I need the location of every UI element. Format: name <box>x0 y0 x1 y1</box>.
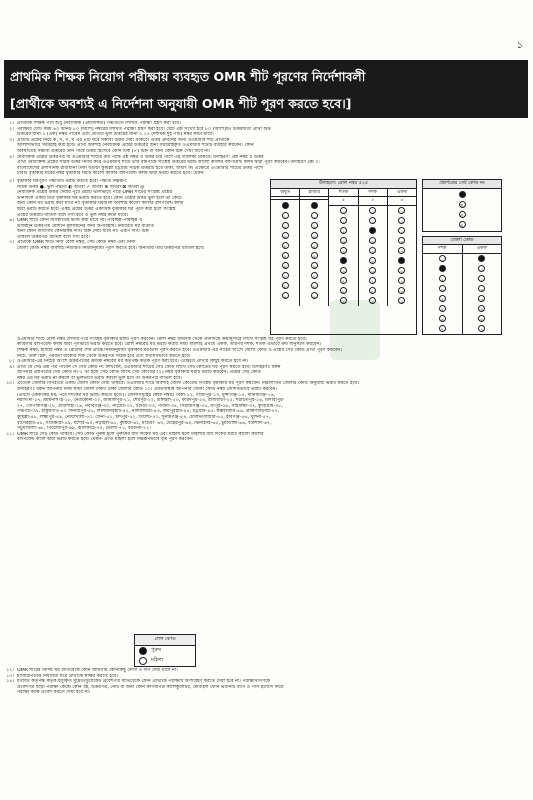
district-code-box <box>422 236 502 335</box>
item-number: ৯। <box>9 364 14 370</box>
roll-bubble[interactable]: ৪ <box>340 247 347 254</box>
roll-bubble[interactable]: ৯ <box>398 297 405 304</box>
district-bubble[interactable]: ৫ <box>478 305 485 312</box>
roll-bubble[interactable]: ৯ <box>311 292 318 299</box>
district-bubble[interactable]: ৬ <box>439 315 446 322</box>
district-bubble[interactable]: ৪ <box>439 295 446 302</box>
roll-grid-title: উদাহরণ: রোল নম্বর ৫২৫ <box>271 180 416 189</box>
gender-bubble[interactable] <box>139 647 147 655</box>
item-text: নরসিংদী-১৭, ময়মনসিংহ-১৮, নেত্রকোনা-২০, জামালপুর-২১, শেরপুর-২২, টাঙ্গাইল-২৩, ফরিদপুর-২৪, রাজবাড়ী-২৫, শরীয়তপুর-২৬, মাদারীপুর- <box>17 398 285 404</box>
roll-bubble[interactable]: ৩ <box>340 237 347 244</box>
roll-column-header: অযুত <box>271 189 299 198</box>
item-text: বাগেরহাট-৫৮, সাতক্ষীরা-৫৯, যশোর-৬০, নড়াইল-৬১, কুষ্টিয়া-৬২, মাগুরা- ৬৩, মেহেরপুর-৬৪, ঝিনাইদহ-৬৫, চুয়াডাঙ্গা-৬৬, বরিশাল-৬৭, <box>17 420 272 426</box>
item-text: উত্তরের জন্য ১ (এক) নম্বর পাবেন এবং প্রতিটি ভুল উত্তরের জন্য ০.২৫ (দশমিক দুই পাঁচ) নম্বর কাটা যাবে। <box>17 132 214 138</box>
item-text: ভাঁজহীন উত্তরপত্র মেশিনে মূল্যায়নের জন্য অপরিহার্য। নির্ধারিত ঘর ব্যতীত <box>17 223 155 229</box>
item-text: ওএমআর-এর নিচের অংশে উত্তরপত্রের ক্রমিক নম্বরের ঘর কর্তৃপক্ষ কর্তৃক পূরণ করা হবে। এক্ষেত্রে প্রার্থীর কিছুই করতে হবে না। <box>17 359 249 365</box>
item-number <box>4 171 14 177</box>
district-bubble[interactable]: ৩ <box>478 285 485 292</box>
roll-bubble[interactable]: ৫ <box>340 257 347 264</box>
item-text: ২৭, গোপালগঞ্জ-২৮, রাজশাহী-২৯, নবাবগঞ্জ-৩০, নাটোর-৩১, বগুড়া-৩৩, পাবনা-৩৪, সিরাজগঞ্জ-৩৫, রংপুর-৩৬, গাইবান্ধা-৩৭, কুড়িগ্রাম-৩৮, <box>17 403 283 409</box>
item-text: প্রবেশপত্র ছাড়া পরীক্ষা কেন্দ্রে কোন বই, উত্তরপত্র, নোট বা অন্য কোন কাগজপত্র ক্যালকুলেটর, মোবাইল ফোন ভ্যানিটি ব্যাগ ও পার্স ইত্যাদি নিয়ে <box>17 684 284 690</box>
item-text: দ্বারা ভরাট করতে হবে। একই প্রশ্নের উত্তর একাধিক বৃত্তাকার ঘর পূরণ করা হলে সংশ্লিষ্ট <box>17 206 176 212</box>
roll-bubble[interactable]: ৮ <box>340 287 347 294</box>
roll-bubble[interactable]: ৬ <box>311 262 318 269</box>
roll-columns <box>271 189 416 306</box>
roll-bubble[interactable]: ৭ <box>311 272 318 279</box>
roll-bubble[interactable]: ২ <box>340 227 347 234</box>
district-bubble[interactable]: ৭ <box>439 325 446 332</box>
roll-bubble[interactable]: ০ <box>340 207 347 214</box>
roll-digit: ২ <box>359 197 387 206</box>
roll-bubble[interactable]: ২ <box>369 227 376 234</box>
item-text: OMR শীটে সেট কোড থাকবে। সেট কোড পুরুষ হলে পুরুষের বাম দিকের ঘর এবং মহিলা হলে মহিলার বাম দিকের ঘরটি কালো কালির <box>17 431 264 437</box>
roll-column <box>271 189 300 306</box>
gender-code-box <box>134 634 196 667</box>
instruction-line <box>4 437 529 443</box>
district-column <box>423 245 463 334</box>
roll-bubble[interactable]: ৬ <box>282 262 289 269</box>
district-bubble[interactable]: ৬ <box>478 315 485 322</box>
roll-bubble[interactable]: ৭ <box>340 277 347 284</box>
item-number: ৫। <box>9 178 14 184</box>
set-code-bubble[interactable]: ঘ <box>459 221 466 228</box>
item-text: প্রার্থী নৈর্ব্যক্তিক প্রশ্নের সঠিক উত্তর নির্ণয় করে ওএমআর শীটে তার বামপার্শ্বে সংশ্লিষ্ট উত্তরের ঘরটি কালো কালির বলপয়েন্ট কলম দ্বারা পূরণ করবেন। উদাহরণ প্রশ্ন ৩: <box>17 160 320 166</box>
item-text: উদাহরণঃ ধরুন আপনার নিজ স্থায়ী জেলা ঢাকা। ঢাকা জেলার কোড ১২। এমতাবস্থায় আপনার জেলা কোড নম্বর প্রদর্শিতভাবে ভরাট করবেন। <box>17 387 278 393</box>
set-code-bubble[interactable]: খ <box>459 201 466 208</box>
district-bubble[interactable]: ৫ <box>439 305 446 312</box>
item-number: ১। <box>9 121 14 126</box>
item-text: অন্য কোন ঘর ভরাট করা যাবে না। বৃত্তাকার ঘরগুলি অবশ্যই কালো কালির বলপয়েন্ট কলম <box>17 201 184 207</box>
roll-bubble[interactable]: ৫ <box>398 257 405 264</box>
item-number: ১২। <box>6 668 14 673</box>
district-bubble[interactable]: ২ <box>439 275 446 282</box>
item-text: আপনার প্রশ্নপত্রের সেট কোড নং-২ তা হলে সেট কোড লিখে সেট কোডের (২) নম্বর বৃত্তাকার ঘরটি ভরাট করবেন। প্রশ্নের সেট কোড <box>17 370 261 376</box>
gender-label: মহিলা <box>151 657 164 663</box>
roll-bubble[interactable]: ৯ <box>369 297 376 304</box>
roll-bubble[interactable]: ২ <box>311 222 318 229</box>
instructions-left <box>4 179 266 335</box>
roll-bubble[interactable]: ৮ <box>282 282 289 289</box>
set-code-title: প্রশ্নপত্রের সেট কোড নং <box>423 180 501 189</box>
roll-digit <box>271 197 299 200</box>
gender-option <box>135 656 195 666</box>
item-text: বলপয়েন্ট কালি দ্বারা ভরাট করতে হবে। যেমন- প্রার্থী মহিলা হলে নিম্নরূপভাবে বৃত্ত পূরণ করবেন: <box>17 437 194 443</box>
item-number: ৬। <box>9 218 14 224</box>
roll-bubble[interactable]: ৪ <box>282 242 289 249</box>
item-number: ১৪। <box>6 679 14 685</box>
code-boxes <box>422 179 502 335</box>
item-text: পটুয়াখালী-৬৮, পিরোজপুর-৬৯, ঝালকাঠি-৭০, ভোলা-৭১, বরগুনা-৭২। <box>17 426 151 432</box>
roll-bubble[interactable]: ৩ <box>282 232 289 239</box>
roll-column <box>329 189 358 306</box>
instructions-bottom <box>4 668 529 696</box>
item-number: ১১। <box>6 431 14 437</box>
item-text: বাংলাদেশের প্রশাসনিক রাজধানী ঢাকা বগুড়া কুমিল্লা চট্টগ্রাম সঠিক উত্তরটি হবে ঢাকা, অর্থাৎ ক। এক্ষেত্রে ওএমআর শীটের উত্তর পাশে <box>17 165 264 171</box>
item-number <box>4 246 14 252</box>
roll-bubble[interactable]: ৭ <box>398 277 405 284</box>
roll-bubble[interactable]: ০ <box>282 202 289 209</box>
instruction-line <box>4 171 529 177</box>
instruction-line <box>4 690 529 696</box>
item-text: শিক্ষক নম্বর, হাজার নম্বর ও রোলের শেষ প্রান্তে নিয়মানুযায়ী বৃত্তাকার ঘরগুলি পূরণ করতে হবে। ওএমআর-এর নীচের অংশে জেলা কোড ও প্রশ্নের সেট কোড প্রার্থী পূরণ করবেন। <box>17 347 342 353</box>
item-text: প্রাথমিক শিক্ষক পদে শুধু নৈর্ব্যক্তিক (এমসিকিউ) পদ্ধতিতে লিখিত পরীক্ষা গ্রহণ করা হবে। <box>17 121 181 126</box>
roll-bubble[interactable]: ০ <box>311 202 318 209</box>
item-text: পরীক্ষা কক্ষে প্রবেশ করতে দেয়া হবে না। <box>17 690 91 696</box>
item-text: প্রশ্নের উত্তরটি বাতিল বলে গণ্য হবে ও ভুল নম্বর কাটা যাবে। <box>17 212 129 218</box>
set-code-bubble[interactable]: ক <box>459 191 466 198</box>
district-bubble[interactable]: ২ <box>478 275 485 282</box>
gender-label: পুরুষ <box>151 647 161 653</box>
roll-bubble[interactable]: ৮ <box>369 287 376 294</box>
item-text: সঠিক উত্তর ●, ভুল পদ্ধতি ◐ অথবা ✓ অথবা ⊗ অথবা ⊠ অথবা ◎ <box>17 184 145 190</box>
item-text: অবস্থাতেই সম্ভাব্য উত্তরের ডান পার্শ্বে উত্তর হিসেবে কোন টিক (✓) চিহ্ন বা অন্য কোন চিহ্ন দেয়া যাবে না। <box>17 148 211 154</box>
roll-bubble[interactable]: ১ <box>282 212 289 219</box>
roll-bubble[interactable]: ৩ <box>369 237 376 244</box>
item-text: ডানদিকে একটি মাত্র বৃত্তাকার ঘর ভরাট করতে হবে। কোন প্রশ্নের উত্তর ভুল হলে তা কেটে <box>17 195 182 201</box>
roll-bubble[interactable]: ৩ <box>398 237 405 244</box>
item-text: পঞ্চগড়-৩৯, ঠাকুরগাঁও-৪০ দিনাজপুর-৪১, লালমনিরহাট-৪২, নীলফামারী-৪৩, জয়পুরহাট-৪৪, চট্টগ্রাম-৪৫, কক্সবাজার-৪৬, ব্রাহ্মণবাড়ীয়া-৪৭, <box>17 409 280 415</box>
item-text: চারটি বৃত্তাকার ঘরের নম্বর বৃত্তাকার ঘরটি কালো কালির বলপয়েন্ট কলম দ্বারা ভরাট করতে হবে। যেমন: <box>17 171 205 177</box>
instructions-body <box>4 121 529 443</box>
roll-digit <box>300 197 328 200</box>
roll-bubble[interactable]: ৩ <box>311 232 318 239</box>
roll-bubble[interactable]: ৫ <box>282 252 289 259</box>
item-text: জেলা কোড নম্বর অবশ্যই নির্ধারিত নিয়মানুযায়ী পূরণ করতে হবে। অন্যথায় তার উত্তরপত্র বাতিল হবে। <box>17 246 205 252</box>
gender-code-title: লেঙ্গ কোড <box>135 635 195 646</box>
roll-bubble[interactable]: ৬ <box>340 267 347 274</box>
item-text: বৃত্তাকার ঘরপূরণ পদ্ধতিটি ভরাট করতে হবে। পদ্ধতি নিম্নরূপ: <box>17 178 128 184</box>
item-text: প্রার্থীকে OMR শীটে নিজ রোল নম্বর, সেট কোড নম্বর এবং নিজ <box>17 240 136 246</box>
item-text: আলাদাভাবে সরবরাহ করা হবে। প্রার্থী অবশ্যই নৈর্ব্যক্তিক প্রশ্নের উত্তরের জন্য সরবরাহকৃত ওএমআর শীটটি ব্যবহার করবেন। কোন <box>17 143 254 149</box>
item-text: কারিগরি বলপয়েন্ট কলম দ্বারা পূর্ণভাবে ভরাট করতে হবে। রোল নম্বরের ঘর ভরাট করার সময় অবশ্যই প্রথমে একক, তারপর দশক, শতক এভাবে ক্রম অনুসরণ করবেন। <box>17 342 322 348</box>
instructions-middle <box>4 337 529 443</box>
item-text: প্রতিটি প্রশ্নের নিচে ক, খ, গ, ঘ এর ৪টি ঘরে সম্ভাব্য উত্তর দেয়া থাকবে। উত্তর প্রদানের জন্য ওএমআর শীট প্রার্থীকে <box>17 137 230 143</box>
district-bubble[interactable]: ০ <box>478 255 485 262</box>
instructions-top <box>4 121 529 177</box>
middle-section <box>4 179 529 335</box>
item-text: কুমিল্লা-৪৮, লক্ষ্মীপুর-৪৯, নোয়াখালী-৫০, ফেনী-৫১, চাঁদপুর-৫২, সিলেট-৫৩, সুনামগঞ্জ-৫৪, মৌলভীবাজার-৫৫, হবিগঞ্জ-৫৬, খুলনা-৫৭, <box>17 415 271 421</box>
district-column-header: দশক <box>423 245 462 254</box>
item-number: ৮। <box>9 359 14 365</box>
roll-bubble[interactable]: ৯ <box>282 292 289 299</box>
roll-column-header: দশক <box>359 189 387 198</box>
roll-bubble[interactable]: ০ <box>369 207 376 214</box>
instruction-line <box>4 246 266 252</box>
gender-options <box>135 646 195 666</box>
roll-bubble[interactable]: ৭ <box>282 272 289 279</box>
item-text: পরীক্ষার মোট সময় ৬০ মিনিট ৮০ (আশি) নম্বরের লিখিত পরীক্ষা গ্রহণ করা হবে। মোট প্রশ্ন সংখ্যা হবে ৮০ (আশি)টি। উত্তরদাতা প্রার্থী শুদ্ধ <box>17 126 271 132</box>
roll-bubble[interactable]: ৪ <box>369 247 376 254</box>
item-text: নৈর্ব্যক্তিক প্রশ্নের উত্তর দেয়ার পূর্বে প্রশ্নটি ভালভাবে পড়ে OMR শীটের সংশ্লিষ্ট প্রশ্নের <box>17 190 173 196</box>
district-bubble[interactable]: ১ <box>478 265 485 272</box>
district-code-title: জেলা কোড <box>423 237 501 246</box>
roll-bubble[interactable]: ১ <box>398 217 405 224</box>
roll-bubble[interactable]: ১ <box>369 217 376 224</box>
roll-column <box>300 189 329 306</box>
roll-column-header: হাজার <box>300 189 328 198</box>
set-code-bubble[interactable]: গ <box>459 211 466 218</box>
item-text: হাজিরাপত্রের নির্ধারিত ঘরে প্রার্থীকে স্বাক্ষর করতে হবে। <box>17 673 119 679</box>
item-text: থাকলে উত্তরপত্র বাতিল বলে গণ্য হবে। <box>17 234 90 240</box>
roll-bubble[interactable]: ২ <box>282 222 289 229</box>
roll-bubble[interactable]: ৬ <box>398 267 405 274</box>
district-bubble[interactable]: ৪ <box>478 295 485 302</box>
roll-bubble[interactable]: ১ <box>340 217 347 224</box>
district-bubble[interactable]: ৭ <box>478 325 485 332</box>
roll-number-grid <box>270 179 417 335</box>
district-column-header: একক <box>463 245 502 254</box>
roll-bubble[interactable]: ৬ <box>369 267 376 274</box>
item-number: ২। <box>9 126 14 132</box>
item-number: ১০। <box>6 381 14 387</box>
district-bubble[interactable]: ৩ <box>439 285 446 292</box>
district-column <box>463 245 502 334</box>
item-number: ৪। <box>9 154 14 160</box>
item-number: ৭। <box>9 240 14 246</box>
district-bubble[interactable]: ০ <box>439 255 446 262</box>
roll-bubble[interactable]: ৮ <box>398 287 405 294</box>
item-text: প্রার্থী যে সেট প্রশ্ন পত্র পাবেন সে সেট কোড নং লিখবেন, ওএমআর শীটের সেট কোড লিখে সেট কোডের ঘর পূরণ করতে হবে। উদাহরণঃ ধরুন <box>17 364 281 370</box>
roll-bubble[interactable]: ৮ <box>311 282 318 289</box>
banner-title: প্রাথমিক শিক্ষক নিয়োগ পরীক্ষায় ব্যবহৃত OMR শীট পূরণের নির্দেশাবলী <box>10 69 366 84</box>
item-text: (প্রথমে একককের ঘর, পরে দশকের ঘর ভরাট করতে হবে।)। জেলাসমূহের কোড নম্বরঃ ঢাকা-১২, গাজীপুর-১৩, মুন্সীগঞ্জ-১৫, মানিকগঞ্জ-১৬, <box>17 392 276 398</box>
page-number: ১ <box>516 40 523 51</box>
item-text: নৈর্ব্যক্তিক প্রশ্নের উত্তরপত্র বা ওএমআর শীটের বাম পার্শ্বে প্রশ্ন নম্বর ও উত্তর চার পাশে এই তালিকা থাকবে। উদাহরণ: প্রশ্ন নম্বর ও উত্তর <box>17 154 264 160</box>
roll-column <box>388 189 416 306</box>
item-number <box>4 690 14 696</box>
set-code-options <box>423 189 501 231</box>
item-text: ওএমআর শীটে রোল নম্বর লেখার পরে সংশ্লিষ্ট বৃত্তাকার ঘরটি পূরণ করবেন। রোল নম্বর বামদিক থেকে ডানদিকে ক্রমানুসারে লিখে সংশ্লিষ্ট ঘর পূরণ করতে হবে। <box>17 336 307 342</box>
roll-bubble[interactable]: ২ <box>398 227 405 234</box>
roll-bubble[interactable]: ০ <box>398 207 405 214</box>
roll-bubble[interactable]: ৯ <box>340 297 347 304</box>
roll-bubble[interactable]: ৭ <box>369 277 376 284</box>
item-text: প্রত্যেক জেলার বিপরীতে একটি জেলা কোড দেয়া থাকবে। ওএমআর শীটে অবশ্যই জেলা কোডের সংশ্লিষ্ট বৃত্তাকার ঘর পূরণ করবেন। নিম্নলিখিত জেলার কোড অনুযায়ী ভরাট করতে হবে। <box>17 381 359 387</box>
item-number: ১৩। <box>6 673 14 679</box>
item-text: যথাযথ কর্তৃপক্ষ কর্তৃক ইস্যুকৃত মুদ্রিত/ডুপ্লিকেট প্রবেশপত্র ব্যতিরেকে কোন প্রার্থীকে পরীক্ষায় অংশগ্রহণ করতে দেয়া হবে না। পরীক্ষার্থীগণকে <box>17 679 271 685</box>
item-text: নিচে, উক্ত চিহ্ন, পরবর্তী বাক্যের দিক থেকে উত্তরপত্র সঠিক হবে এবং যথাযথভাবে করতে হবে। <box>17 353 191 359</box>
item-text: নম্বর এর ঘর ভরাট না করলে বা ভুলভাবে ভরাট করলে ভুল হবে তা উত্তরপত্র বাতিল হবে। <box>17 375 182 381</box>
roll-bubble[interactable]: ৫ <box>369 257 376 264</box>
district-bubble[interactable]: ১ <box>439 265 446 272</box>
roll-bubble[interactable]: ৫ <box>311 252 318 259</box>
roll-column-header: একক <box>388 189 416 198</box>
title-banner <box>4 60 528 118</box>
item-number <box>4 437 14 443</box>
gender-bubble[interactable] <box>139 657 147 665</box>
district-columns <box>423 245 501 334</box>
roll-digit: ৫ <box>388 197 416 206</box>
omr-examples <box>270 179 529 335</box>
item-text: OMR শীটের নির্দিষ্ট ঘর ব্যতিরেকে কোন জায়গায় কোনকিছু লেখা ও দাগ দেয়া যাবে না। <box>17 668 178 673</box>
item-number: ৩। <box>9 137 14 143</box>
roll-column-header: শতক <box>329 189 357 198</box>
banner-subtitle: [প্রার্থীকে অবশ্যই এ নির্দেশনা অনুযায়ী OMR শীট পূরণ করতে হবে।] <box>10 96 352 111</box>
item-text: অন্য কোন জায়গায় কোনরকম দাগ/ চিহ্ন দেয়া যাবে না। এরূপ দাগ/ চিহ্ন <box>17 229 149 235</box>
roll-digit: ৫ <box>329 197 357 206</box>
roll-bubble[interactable]: ৪ <box>311 242 318 249</box>
roll-bubble[interactable]: ৪ <box>398 247 405 254</box>
set-code-box <box>422 179 502 232</box>
roll-column <box>359 189 388 306</box>
item-text: OMR শীটে কোন অবস্থাতেই ভাঁজ করা যাবে না। পরিচ্ছন্ন-পরিচ্ছন্ন ও <box>17 218 143 224</box>
roll-bubble[interactable]: ১ <box>311 212 318 219</box>
gender-option <box>135 646 195 656</box>
